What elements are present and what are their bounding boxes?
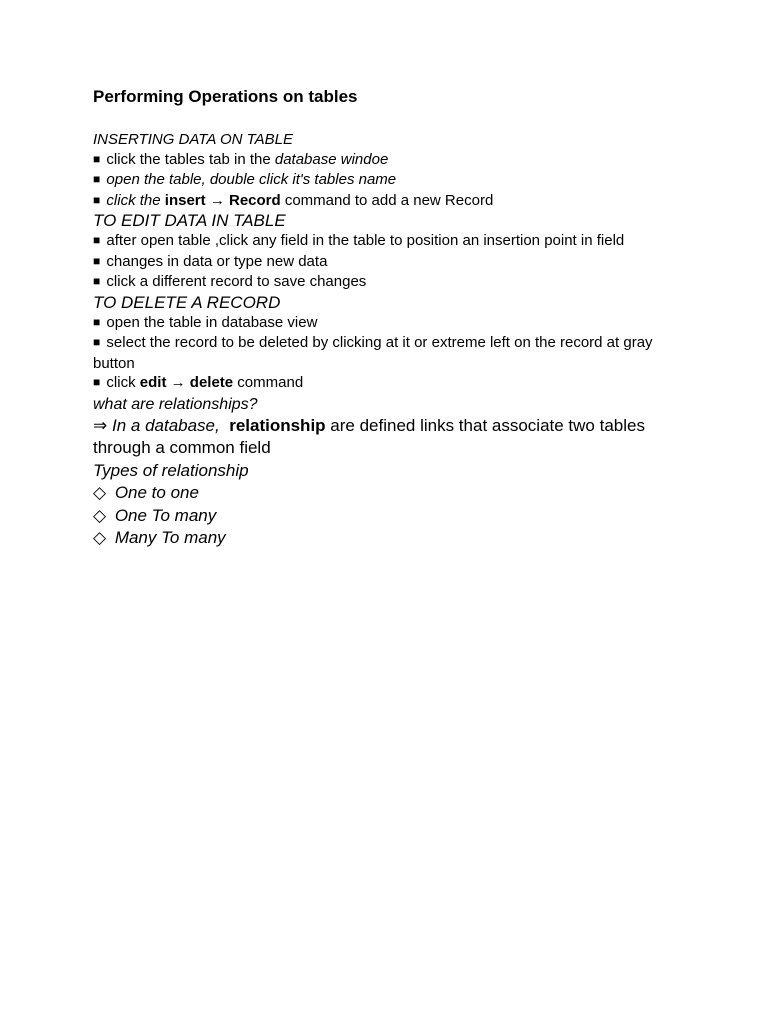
relationship-definition-rest: are defined links that associate two tables through a common field (93, 415, 645, 457)
insert-heading: INSERTING DATA ON TABLE (93, 131, 294, 148)
bullet-icon: ■ (93, 253, 101, 268)
edit-step-1-text: after open table ,click any field in the table to position an insertion point in field (106, 232, 625, 249)
edit-step-3-text: click a different record to save changes (106, 273, 367, 290)
diamond-icon: ◇ (93, 483, 107, 502)
bullet-icon: ■ (93, 375, 101, 389)
insert-step-3-rest: command to add a new Record (280, 191, 494, 209)
relationship-definition-lead: In a database, (111, 415, 220, 435)
type-item (93, 527, 693, 550)
bullet-icon: ■ (93, 233, 101, 247)
types-heading: Types of relationship (93, 460, 249, 480)
arrow-icon: → (209, 191, 225, 209)
delete-step-1-text: open the table in database view (106, 313, 318, 331)
delete-step-3 (93, 373, 693, 394)
type-item (93, 505, 693, 528)
insert-step-3-text: click the (106, 191, 165, 209)
edit-step-1 (93, 231, 693, 252)
spacer (93, 108, 693, 130)
bullet-icon: ■ (93, 314, 101, 329)
bullet-icon: ■ (93, 335, 101, 349)
page-title: Performing Operations on tables (93, 87, 358, 106)
type-item (93, 482, 693, 505)
insert-step-2-text: open the table, double click it's tables name (106, 171, 397, 188)
relationships-question: what are relationships? (93, 395, 258, 413)
type-item-label: One to one (114, 483, 199, 502)
implies-icon: ⇒ (93, 415, 108, 435)
bullet-icon: ■ (93, 274, 101, 288)
edit-heading: TO EDIT DATA IN TABLE (93, 211, 286, 230)
bullet-icon: ■ (93, 192, 101, 207)
document-content (93, 86, 693, 550)
delete-step-2-text: select the record to be deleted by clicking at it or extreme left on the record at gray button (93, 334, 653, 372)
type-item-label: Many To many (114, 528, 226, 547)
edit-keyword: edit (139, 374, 167, 391)
delete-step-3-rest: command (233, 374, 304, 391)
insert-keyword: insert (164, 191, 206, 209)
relationship-definition (93, 415, 653, 460)
arrow-icon: → (170, 374, 186, 391)
delete-heading: TO DELETE A RECORD (93, 292, 281, 312)
insert-step-1 (93, 150, 693, 171)
edit-step-2-text: changes in data or type new data (106, 252, 328, 270)
insert-step-1-italic: database windoe (274, 150, 389, 168)
bullet-icon: ■ (93, 151, 101, 166)
delete-step-2 (93, 333, 683, 373)
diamond-icon: ◇ (93, 505, 107, 525)
edit-step-3 (93, 272, 693, 293)
insert-step-1-text: click the tables tab in the (106, 150, 275, 168)
insert-step-3 (93, 191, 693, 212)
insert-step-2 (93, 170, 693, 191)
diamond-icon: ◇ (93, 528, 107, 547)
delete-step-3-text: click (106, 374, 140, 391)
bullet-icon: ■ (93, 172, 101, 186)
type-item-label: One To many (114, 505, 217, 525)
delete-keyword: delete (189, 374, 234, 391)
record-keyword: Record (228, 191, 281, 209)
edit-step-2 (93, 252, 693, 273)
delete-step-1 (93, 313, 693, 334)
relationship-keyword: relationship (229, 415, 326, 435)
